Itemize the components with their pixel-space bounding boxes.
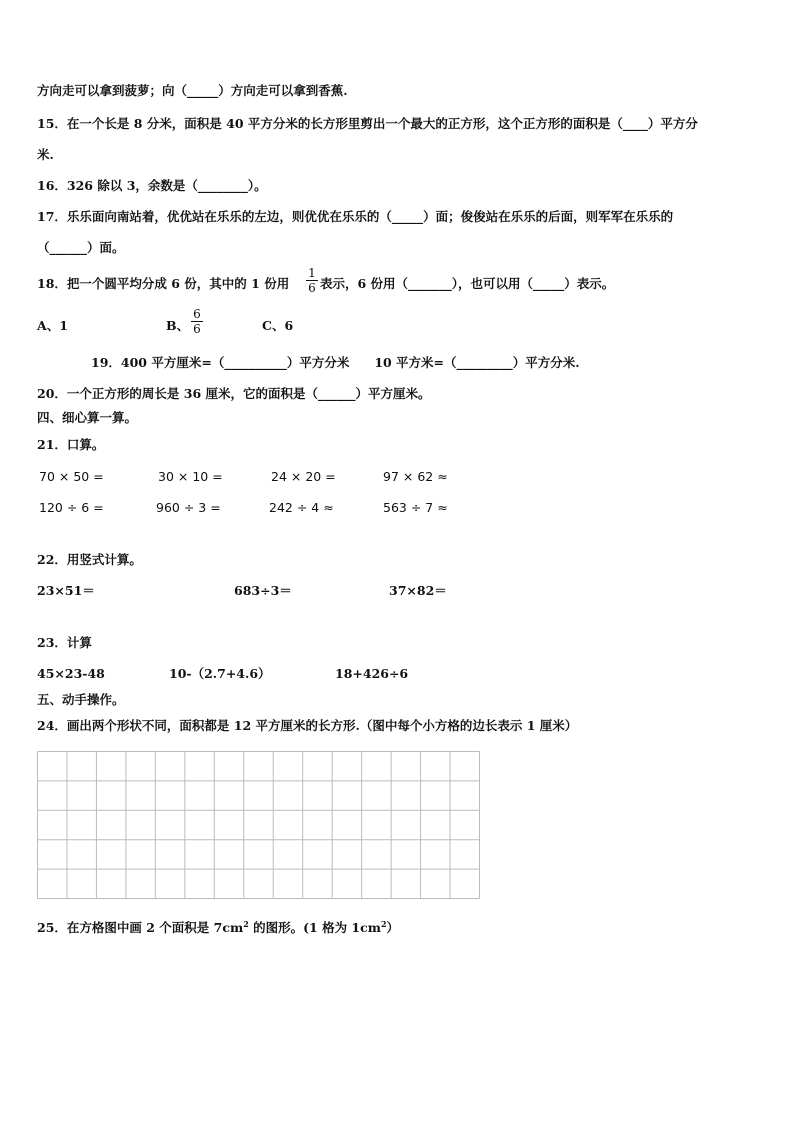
option-c: C、6	[262, 318, 294, 333]
oral-calc-2-3: 242 ÷ 4 ≈	[269, 500, 334, 515]
question-15-line-2: 米.	[37, 147, 54, 162]
section-4-heading: 四、细心算一算。	[37, 410, 138, 425]
oral-calc-1-4: 97 × 62 ≈	[383, 469, 448, 484]
option-b-label: B、	[166, 318, 190, 333]
question-24: 24．画出两个形状不同，面积都是 12 平方厘米的长方形.（图中每个小方格的边长表示 1 厘米）	[37, 718, 578, 733]
question-17-line-2: （______）面。	[37, 240, 125, 255]
vertical-calc-3: 37×82＝	[389, 583, 447, 598]
fraction-denominator: 6	[308, 281, 316, 295]
question-21: 21．口算。	[37, 437, 105, 452]
compute-3: 18+426÷6	[335, 666, 409, 681]
question-25-text-1: 25．在方格图中画 2 个面积是 7cm	[37, 920, 244, 936]
option-b-fraction	[191, 308, 203, 335]
oral-calc-1-2: 30 × 10 =	[158, 469, 223, 484]
oral-calc-2-2: 960 ÷ 3 =	[156, 500, 221, 515]
vertical-calc-2: 683÷3＝	[234, 583, 292, 598]
question-16: 16．326 除以 3，余数是（________）。	[37, 178, 267, 193]
fraction-numerator: 1	[308, 266, 316, 280]
section-5-heading: 五、动手操作。	[37, 692, 125, 707]
option-a: A、1	[37, 318, 68, 333]
vertical-calc-1: 23×51＝	[37, 583, 95, 598]
fraction-numerator: 6	[193, 307, 201, 321]
question-25-text-3: ）	[386, 920, 400, 936]
question-18-fraction	[306, 267, 318, 294]
superscript-2: 2	[380, 919, 387, 929]
oral-calc-2-4: 563 ÷ 7 ≈	[383, 500, 448, 515]
oral-calc-1-3: 24 × 20 =	[271, 469, 336, 484]
question-18-prefix: 18．把一个圆平均分成 6 份，其中的 1 份用	[37, 276, 290, 291]
square-grid[interactable]	[37, 751, 480, 899]
question-22: 22．用竖式计算。	[37, 552, 142, 567]
question-25	[37, 916, 399, 936]
compute-2: 10-（2.7+4.6）	[169, 666, 271, 681]
question-15-line-1: 15．在一个长是 8 分米，面积是 40 平方分米的长方形里剪出一个最大的正方形，这个正方形的面积是（____）平方分	[37, 116, 698, 131]
question-17-line-1: 17．乐乐面向南站着，优优站在乐乐的左边，则优优在乐乐的（_____）面；俊俊站在乐乐的后面，则军军在乐乐的	[37, 209, 674, 224]
question-25-text-2: 的图形。(1 格为 1cm	[248, 920, 381, 936]
question-19: 19．400 平方厘米=（__________）平方分米 10 平方米=（_________）平方分米.	[91, 355, 580, 370]
question-23: 23．计算	[37, 635, 92, 650]
fraction-denominator: 6	[193, 322, 201, 336]
superscript-2: 2	[243, 919, 249, 929]
question-18-suffix: 表示，6 份用（_______），也可以用（_____）表示。	[320, 276, 615, 291]
oral-calc-1-1: 70 × 50 =	[39, 469, 104, 484]
compute-1: 45×23-48	[37, 666, 105, 681]
line-1: 方向走可以拿到菠萝；向（_____）方向走可以拿到香蕉.	[37, 83, 348, 98]
oral-calc-2-1: 120 ÷ 6 =	[39, 500, 104, 515]
question-20: 20．一个正方形的周长是 36 厘米，它的面积是（______）平方厘米。	[37, 386, 431, 401]
